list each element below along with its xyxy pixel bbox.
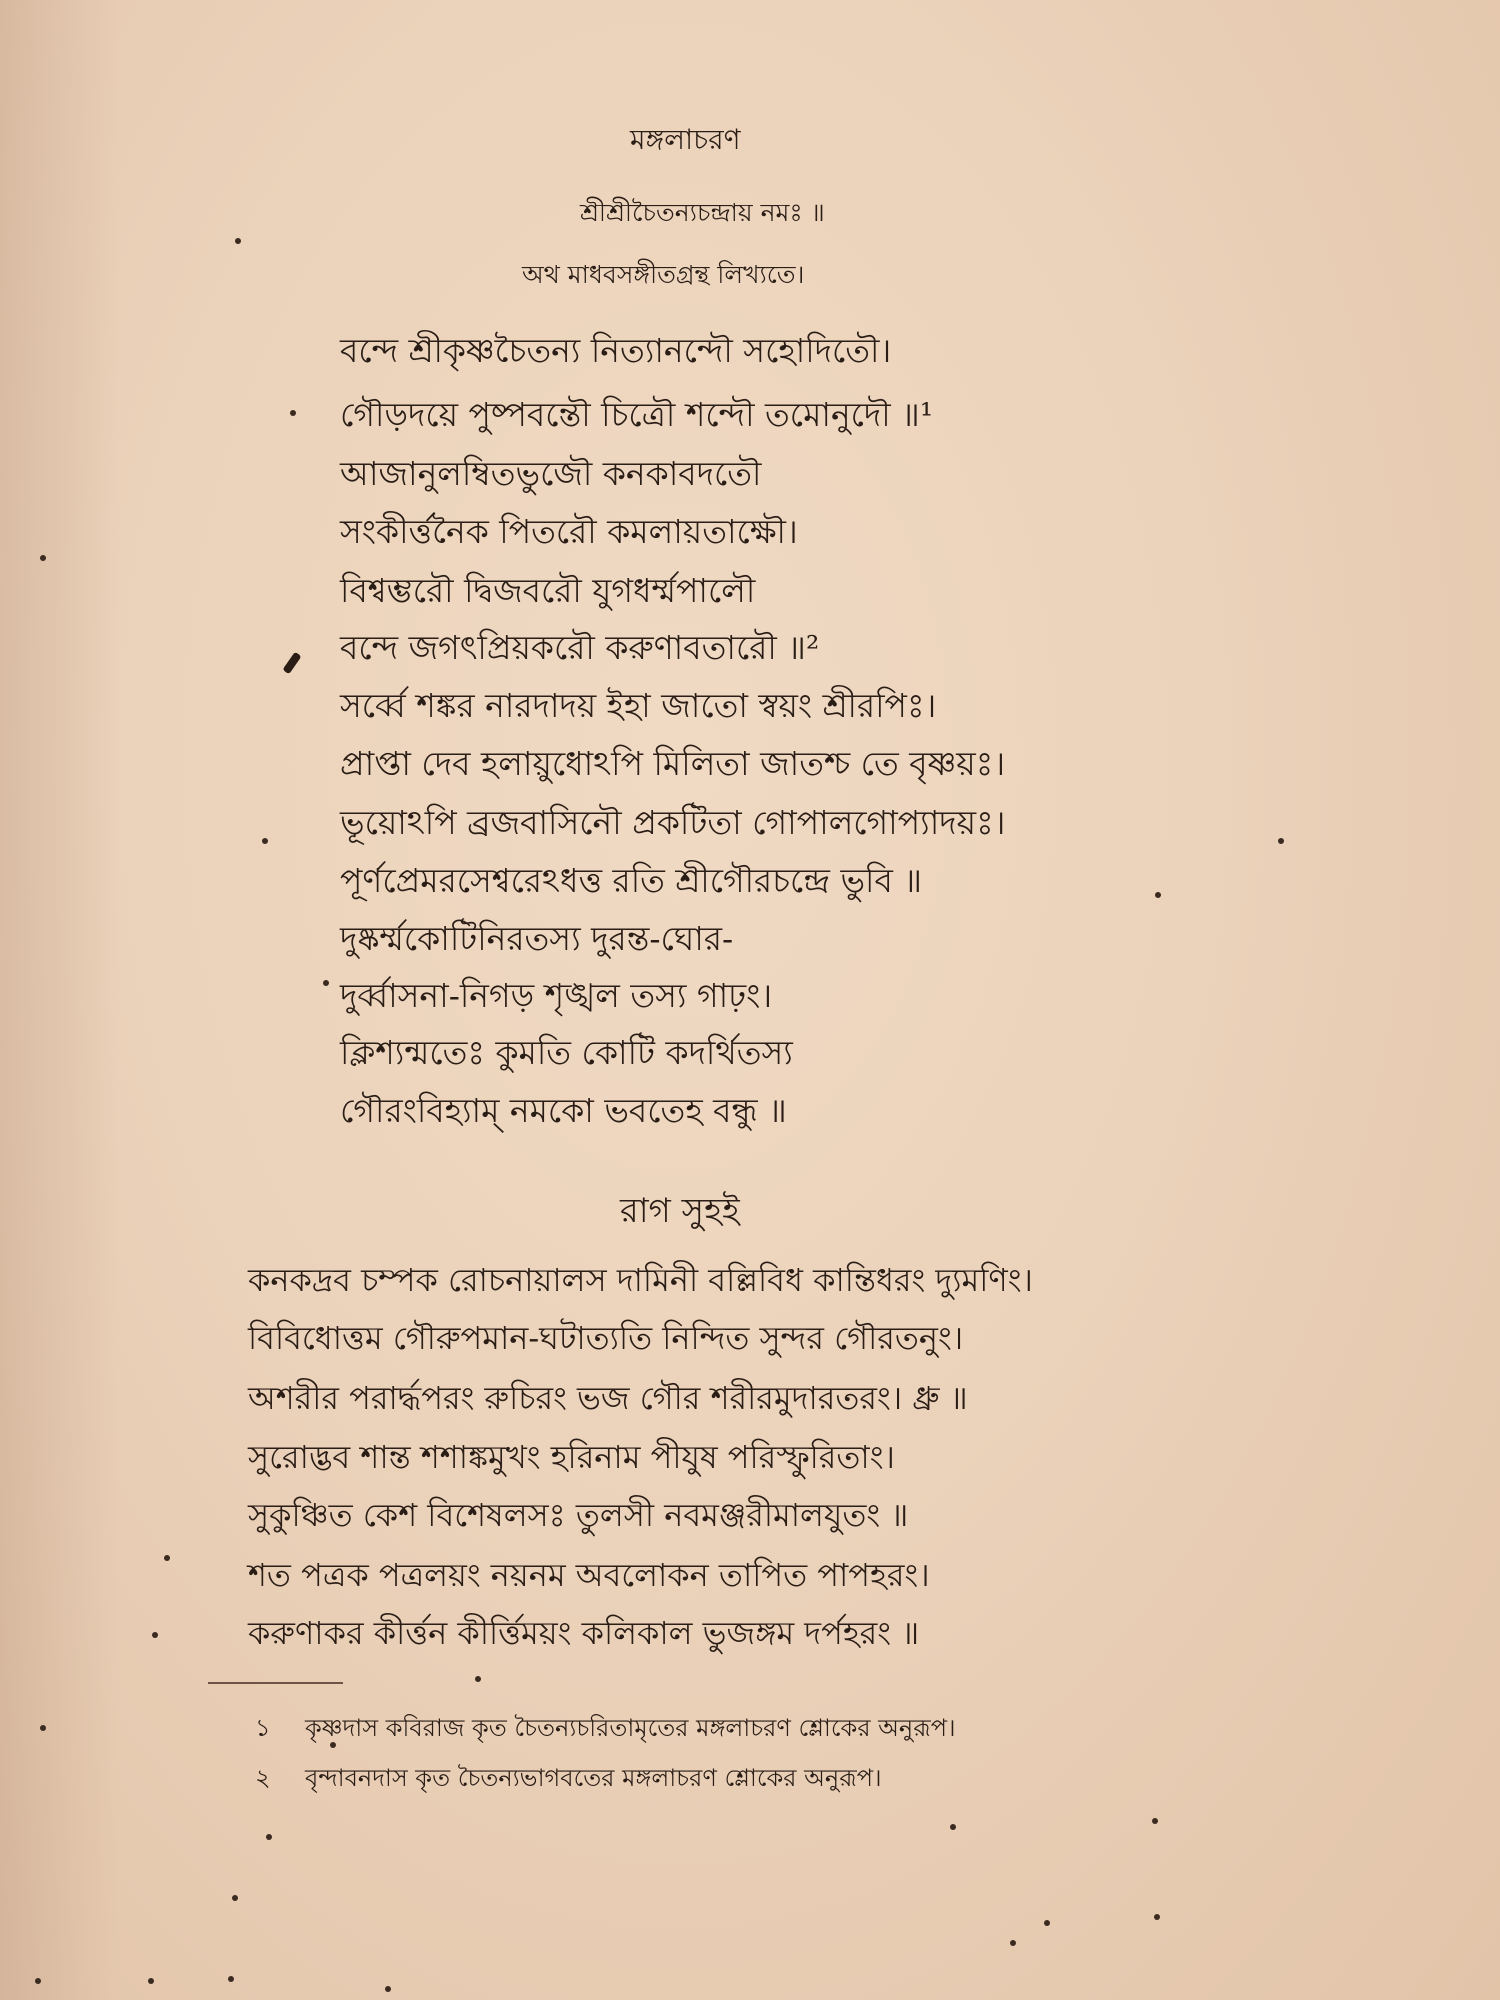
paper-speck <box>266 1834 272 1840</box>
song-line: কনকদ্রব চম্পক রোচনায়ালস দামিনী বল্লিবিধ কান্তিধরং দ্যুমণিং। <box>248 1261 1034 1299</box>
paper-speck <box>1010 1940 1016 1946</box>
paper-speck <box>290 410 296 416</box>
paper-speck <box>385 1986 391 1992</box>
paper-speck <box>262 838 268 844</box>
footnote-1 <box>255 1710 956 1750</box>
footnote-number: ১ <box>255 1714 271 1742</box>
invocation-line: শ্রীশ্রীচৈতন্যচন্দ্রায় নমঃ ॥ <box>580 198 825 227</box>
paper-speck <box>1154 1914 1160 1920</box>
paper-speck <box>330 1742 336 1748</box>
verse-line: দুষ্কর্ম্মকোটিনিরতস্য দুরন্ত-ঘোর- <box>340 919 734 958</box>
footnote-rule <box>208 1682 343 1684</box>
page-title: মঙ্গলাচরণ <box>630 123 741 156</box>
verse-line: পূর্ণপ্রেমরসেশ্বরেঽধত্ত রতি শ্রীগৌরচন্দ্রে ভুবি ॥ <box>340 861 923 900</box>
verse-line: গৌড়দয়ে পুষ্পবন্তৌ চিত্রৌ শন্দৌ তমোনুদৌ ॥¹ <box>340 395 934 434</box>
paper-speck <box>40 1725 46 1731</box>
song-line: সুরোদ্ভব শান্ত শশাঙ্কমুখং হরিনাম পীযুষ পরিস্ফুরিতাং। <box>248 1438 895 1476</box>
verse-line: আজানুলম্বিতভুজৌ কনকাবদতৌ <box>340 454 762 493</box>
verse-line: বন্দে জগৎপ্রিয়করৌ করুণাবতারৌ ॥² <box>340 628 820 667</box>
paper-speck <box>323 980 329 986</box>
paper-speck <box>1278 838 1284 844</box>
verse-line: সর্ব্বে শঙ্কর নারদাদয় ইহা জাতো স্বয়ং শ্রীরপিঃ। <box>340 686 937 725</box>
paper-speck <box>232 1895 238 1901</box>
verse-line: প্রাপ্তা দেব হলায়ুধোঽপি মিলিতা জাতশ্চ তে বৃষ্ণয়ঃ। <box>340 744 1006 783</box>
footnote-2 <box>255 1760 882 1800</box>
verse-line: ক্লিশ্যন্মতেঃ কুমতি কোটি কদর্থিতস্য <box>340 1033 793 1072</box>
footnote-text: বৃন্দাবনদাস কৃত চৈতন্যভাগবতের মঙ্গলাচরণ শ্লোকের অনুরূপ। <box>305 1764 882 1792</box>
song-line: করুণাকর কীর্ত্তন কীর্ত্তিময়ং কলিকাল ভুজঙ্গম দর্পহরং ॥ <box>248 1614 920 1652</box>
paper-speck <box>1044 1920 1050 1926</box>
paper-speck <box>235 238 241 244</box>
paper-speck <box>164 1555 170 1561</box>
song-line: অশরীর পরার্দ্ধপরং রুচিরং ভজ গৌর শরীরমুদারতরং। ধ্রু ॥ <box>248 1379 968 1417</box>
paper-speck <box>1152 1818 1158 1824</box>
ink-mark <box>282 652 301 675</box>
footnote-text: কৃষ্ণদাস কবিরাজ কৃত চৈতন্যচরিতামৃতের মঙ্গলাচরণ শ্লোকের অনুরূপ। <box>305 1714 956 1742</box>
paper-speck <box>148 1978 154 1984</box>
paper-speck <box>228 1976 234 1982</box>
footnote-number: ২ <box>255 1764 271 1792</box>
song-line: শত পত্রক পত্রলয়ং নয়নম অবলোকন তাপিত পাপহরং। <box>248 1556 930 1594</box>
verse-line: সংকীর্ত্তনৈক পিতরৌ কমলায়তাক্ষৌ। <box>340 512 798 551</box>
verse-line: বিশ্বম্ভরৌ দ্বিজবরৌ যুগধর্ম্মপালৌ <box>340 571 756 610</box>
paper-speck <box>950 1824 956 1830</box>
paper-speck <box>40 555 46 561</box>
paper-speck <box>35 1978 41 1984</box>
verse-line: দুর্ব্বাসনা-নিগড় শৃঙ্খল তস্য গাঢ়ং। <box>340 976 773 1015</box>
intro-line: অথ মাধবসঙ্গীতগ্রন্থ লিখ্যতে। <box>522 260 805 289</box>
song-line: বিবিধোত্তম গৌরুপমান-ঘটাত্যতি নিন্দিত সুন্দর গৌরতনুং। <box>248 1319 964 1357</box>
song-line: সুকুঞ্চিত কেশ বিশেষলসঃ তুলসী নবমঞ্জরীমালযুতং ॥ <box>248 1496 909 1534</box>
raga-heading: রাগ সুহই <box>620 1191 740 1231</box>
paper-speck <box>152 1632 158 1638</box>
verse-line: গৌরংবিহ্যাম্ নমকো ভবতেহ বন্ধু ॥ <box>340 1091 787 1130</box>
verse-line: ভূয়োঽপি ব্রজবাসিনৌ প্রকটিতা গোপালগোপ্যাদয়ঃ। <box>340 803 1006 842</box>
paper-speck <box>1155 892 1161 898</box>
verse-line: বন্দে শ্রীকৃষ্ণচৈতন্য নিত্যানন্দৌ সহোদিতৌ। <box>340 331 892 370</box>
paper-speck <box>475 1676 481 1682</box>
